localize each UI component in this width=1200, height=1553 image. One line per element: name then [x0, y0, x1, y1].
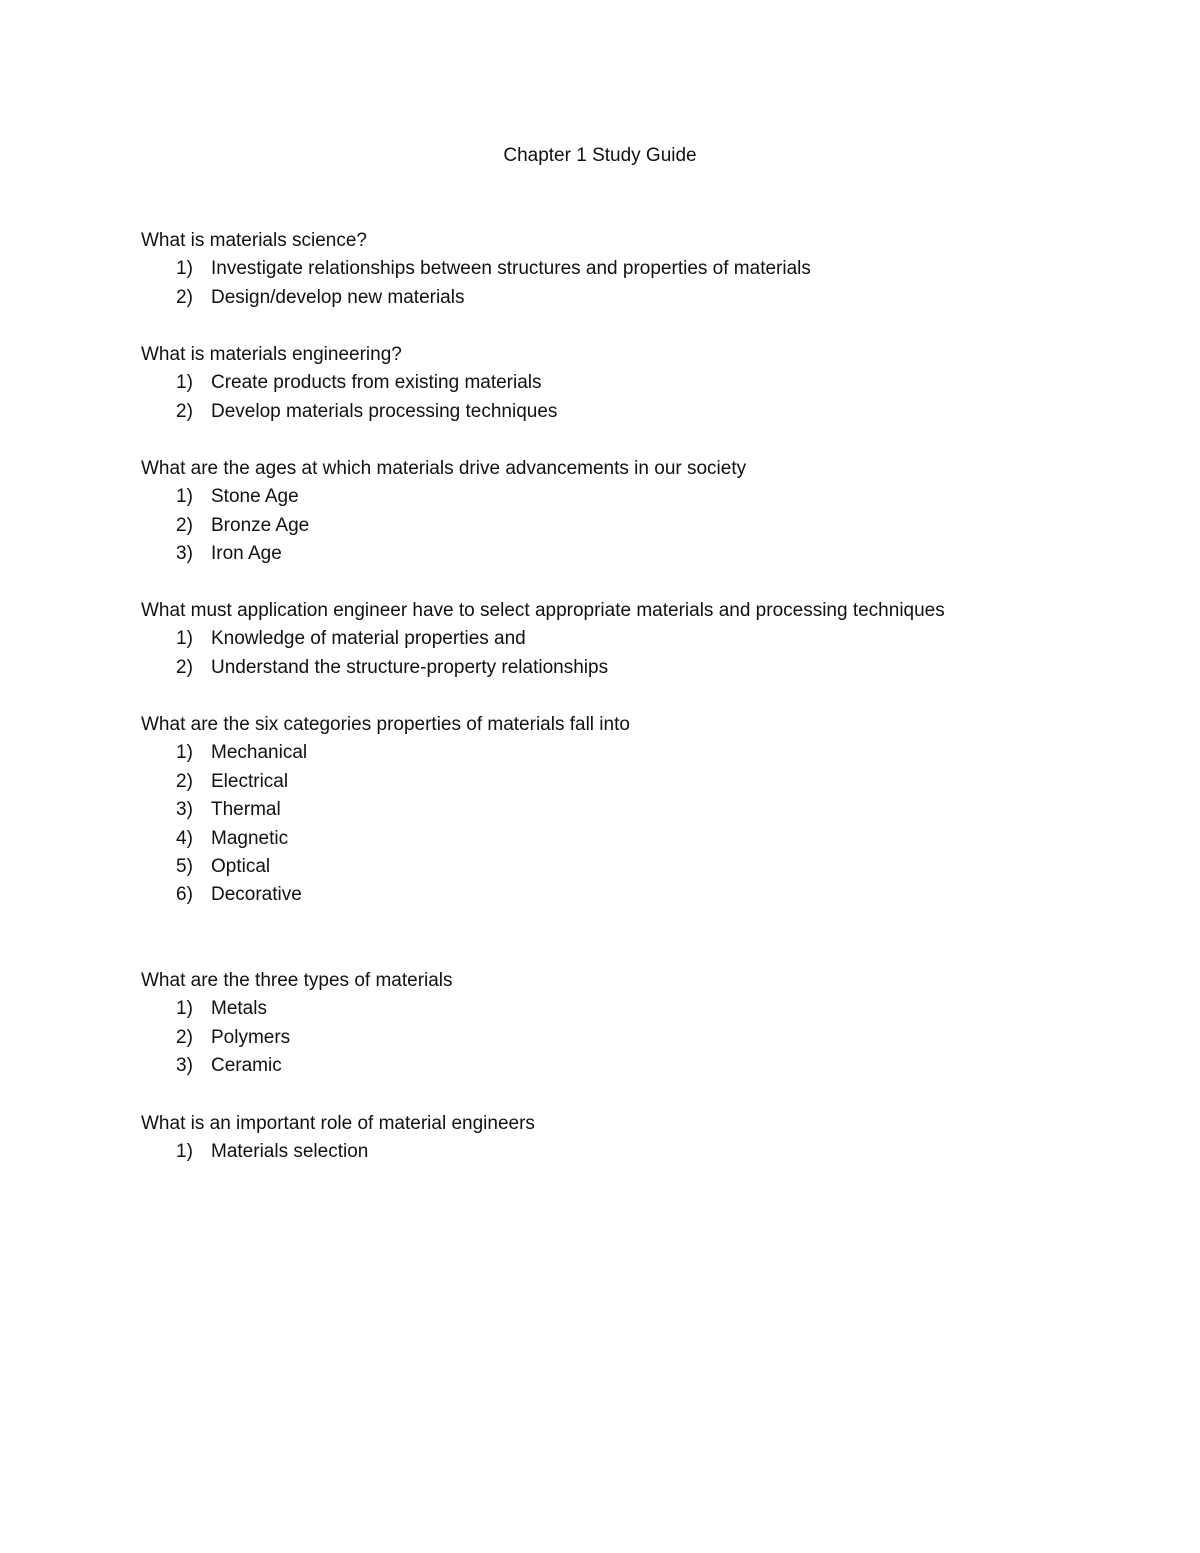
question-heading: What is an important role of material engineers	[141, 1113, 535, 1134]
list-text: Thermal	[211, 799, 281, 821]
list-text: Iron Age	[211, 543, 282, 565]
list-item	[141, 796, 1041, 824]
list-text: Bronze Age	[211, 514, 310, 536]
list-number: 5)	[176, 856, 193, 878]
question-heading: What are the three types of materials	[141, 970, 453, 991]
list-item	[141, 625, 1041, 653]
list-text: Ceramic	[211, 1055, 282, 1077]
list-text: Polymers	[211, 1026, 291, 1048]
list-number: 1)	[176, 1141, 193, 1163]
list-text: Materials selection	[211, 1141, 369, 1163]
list-number: 4)	[176, 827, 193, 849]
list-number: 3)	[176, 799, 193, 821]
question-section	[141, 967, 1041, 1081]
list-number: 2)	[176, 514, 193, 536]
list-number: 2)	[176, 286, 193, 308]
list-number: 2)	[176, 400, 193, 422]
list-text: Understand the structure-property relationships	[211, 656, 609, 678]
list-number: 2)	[176, 1026, 193, 1048]
list-text: Knowledge of material properties and	[211, 628, 526, 650]
list-item	[141, 255, 1041, 283]
list-item	[141, 654, 1041, 682]
list-text: Investigate relationships between structures and properties of materials	[211, 258, 811, 280]
list-item	[141, 1024, 1041, 1052]
list-number: 2)	[176, 770, 193, 792]
list-number: 1)	[176, 258, 193, 280]
list-item	[141, 483, 1041, 511]
list-item	[141, 1138, 1041, 1166]
question-section	[141, 341, 1041, 426]
list-text: Design/develop new materials	[211, 286, 465, 308]
question-section	[141, 227, 1041, 312]
list-item	[141, 881, 1041, 909]
question-section	[141, 455, 1041, 569]
question-heading: What are the ages at which materials drive advancements in our society	[141, 458, 747, 479]
list-item	[141, 768, 1041, 796]
question-section	[141, 597, 1041, 682]
question-heading: What is materials science?	[141, 230, 367, 251]
list-number: 1)	[176, 998, 193, 1020]
list-item	[141, 739, 1041, 767]
list-item	[141, 995, 1041, 1023]
question-section	[141, 711, 1041, 910]
list-text: Magnetic	[211, 827, 289, 849]
list-item	[141, 825, 1041, 853]
list-item	[141, 284, 1041, 312]
list-text: Stone Age	[211, 486, 299, 508]
list-item	[141, 512, 1041, 540]
list-number: 6)	[176, 884, 193, 906]
list-item	[141, 540, 1041, 568]
list-number: 1)	[176, 628, 193, 650]
question-heading: What is materials engineering?	[141, 344, 402, 365]
list-number: 1)	[176, 486, 193, 508]
list-text: Decorative	[211, 884, 302, 906]
list-text: Electrical	[211, 770, 289, 792]
list-text: Metals	[211, 998, 267, 1020]
list-number: 2)	[176, 656, 193, 678]
question-section	[141, 1110, 1041, 1167]
question-heading: What are the six categories properties of materials fall into	[141, 714, 630, 735]
list-text: Mechanical	[211, 742, 308, 764]
list-item	[141, 1052, 1041, 1080]
list-text: Optical	[211, 856, 271, 878]
page-title: Chapter 1 Study Guide	[503, 145, 697, 166]
list-item	[141, 398, 1041, 426]
list-number: 3)	[176, 543, 193, 565]
list-number: 3)	[176, 1055, 193, 1077]
list-item	[141, 369, 1041, 397]
list-item	[141, 853, 1041, 881]
list-number: 1)	[176, 372, 193, 394]
question-heading: What must application engineer have to select appropriate materials and processing techniques	[141, 600, 945, 621]
list-number: 1)	[176, 742, 193, 764]
list-text: Develop materials processing techniques	[211, 400, 558, 422]
list-text: Create products from existing materials	[211, 372, 542, 394]
